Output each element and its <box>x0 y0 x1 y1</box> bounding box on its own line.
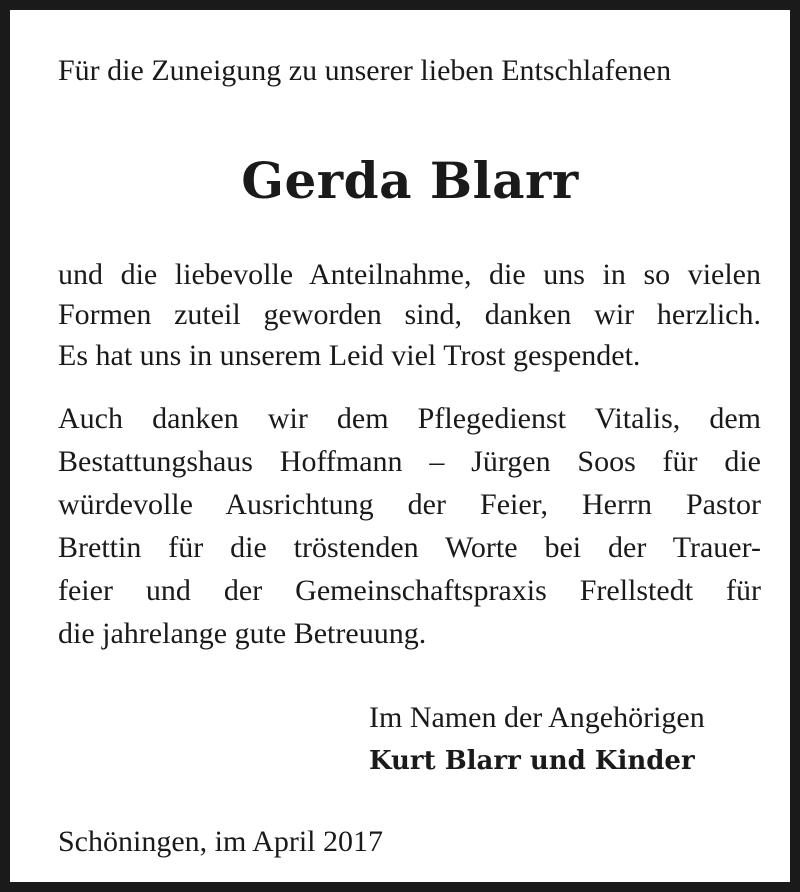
paragraph-line: feier und der Gemeinschaftspraxis Frellstedt für <box>58 574 761 607</box>
paragraph-line: Bestattungshaus Hoffmann – Jürgen Soos für die <box>58 445 761 478</box>
intro-line: Für die Zuneigung zu unserer lieben Entschlafenen <box>58 54 672 87</box>
paragraph-line: die jahrelange gute Betreuung. <box>58 617 427 650</box>
signature-names: Kurt Blarr und Kinder <box>369 746 695 776</box>
paragraph-line: Formen zuteil geworden sind, danken wir herzlich. <box>58 298 761 331</box>
signature-line: Im Namen der Angehörigen <box>369 701 705 734</box>
paragraph-line: würdevolle Ausrichtung der Feier, Herrn Pastor <box>58 488 761 521</box>
paragraph-line: Brettin für die tröstenden Worte bei der Trauer- <box>58 531 761 564</box>
paragraph-line: Es hat uns in unserem Leid viel Trost gespendet. <box>58 339 641 372</box>
deceased-name: Gerda Blarr <box>241 151 579 210</box>
paragraph-line: und die liebevolle Anteilnahme, die uns in so vielen <box>58 258 761 291</box>
place-date: Schöningen, im April 2017 <box>58 825 383 858</box>
paragraph-line: Auch danken wir dem Pflegedienst Vitalis, dem <box>58 402 761 435</box>
